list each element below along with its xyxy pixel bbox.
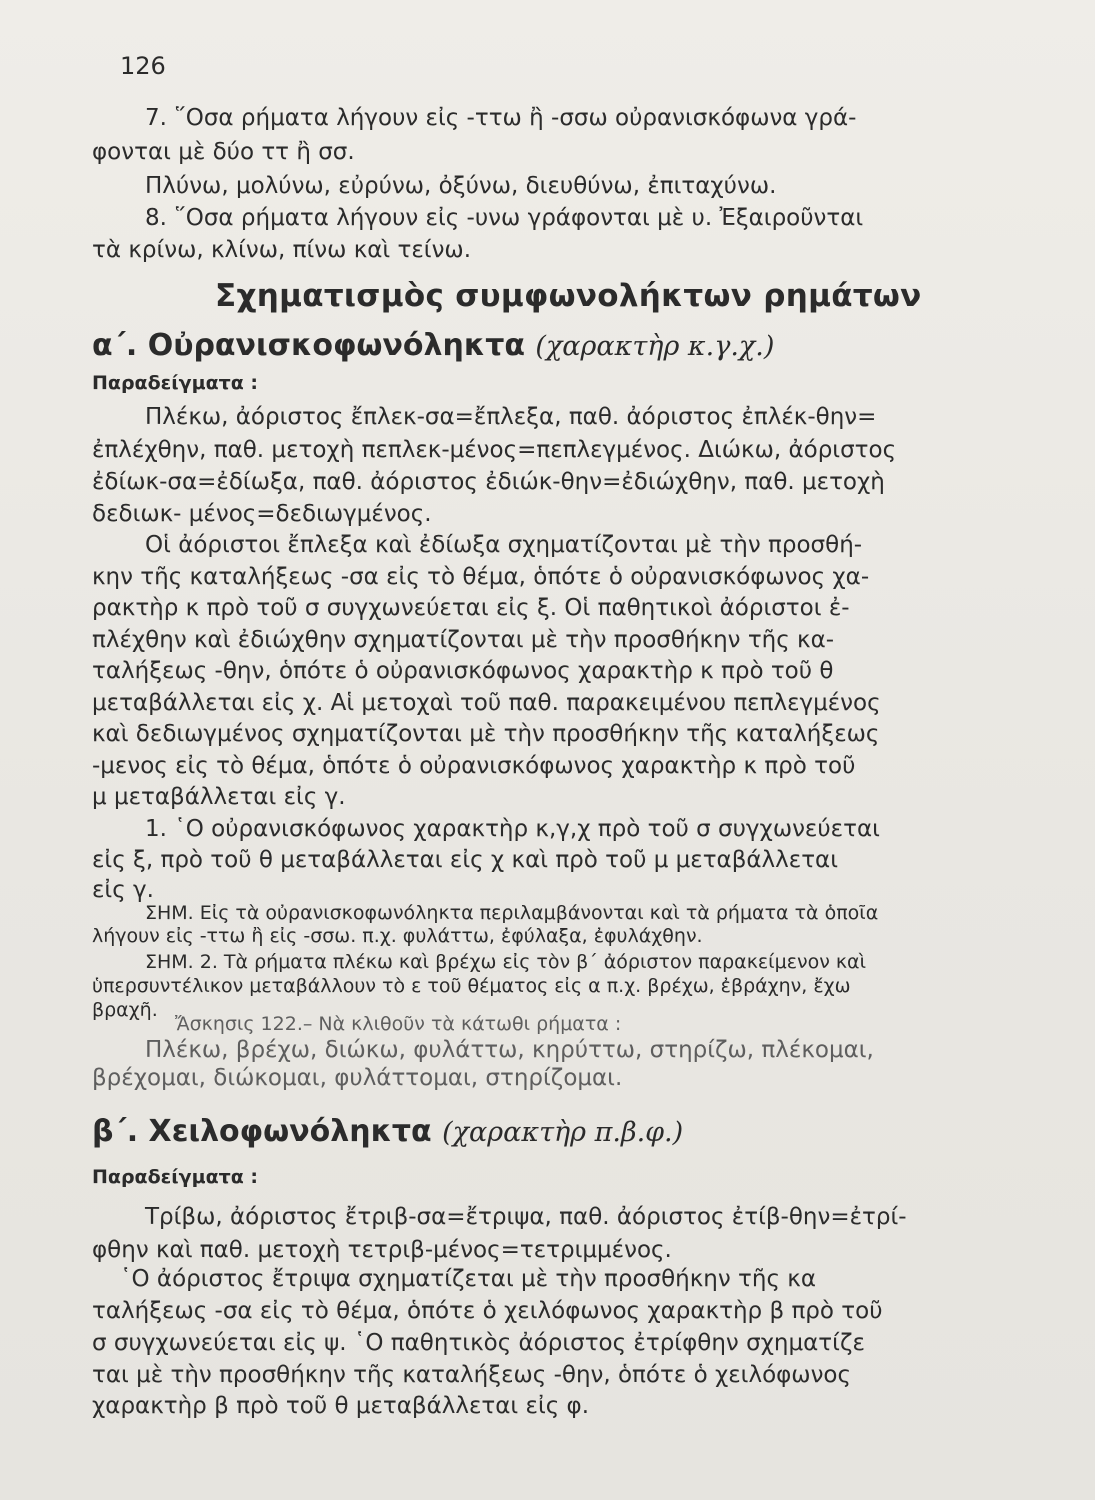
section-b-paragraph-line: ται μὲ τὴν προσθήκην τῆς καταλήξεως -θην, ὁπότε ὁ χειλόφωνος (92, 1362, 851, 1388)
section-a-example-line: δεδιωκ- μένος=δεδιωγμένος. (92, 501, 432, 527)
section-a-example-line: ἐπλέχθην, παθ. μετοχὴ πεπλεκ-μένος=πεπλεγμένος. Διώκω, ἀόριστος (92, 437, 897, 463)
rule-8-line-2: τὰ κρίνω, κλίνω, πίνω καὶ τείνω. (92, 237, 472, 263)
section-b-examples-label: Παραδείγματα : (92, 1166, 259, 1188)
section-b-heading (92, 1114, 683, 1149)
section-b-example-line: Τρίβω, ἀόριστος ἔτριβ-σα=ἔτριψα, παθ. ἀόριστος ἐτίβ-θην=ἐτρί- (145, 1204, 907, 1230)
section-b-paragraph-line: χαρακτὴρ β πρὸ τοῦ θ μεταβάλλεται εἰς φ. (92, 1393, 590, 1419)
note-line: ΣΗΜ. 2. Τὰ ρήματα πλέκω καὶ βρέχω εἰς τὸν β΄ ἀόριστον παρακείμενον καὶ (145, 951, 867, 973)
rule-7-line-1: 7. ῞Οσα ρήματα λήγουν εἰς -ττω ἢ -σσω οὐρανισκόφωνα γρά- (145, 105, 857, 131)
exercise-line: βρέχομαι, διώκομαι, φυλάττομαι, στηρίζομαι. (92, 1065, 623, 1091)
rule-8-line-1: 8. ῞Οσα ρήματα λήγουν εἰς -υνω γράφονται μὲ υ. Ἐξαιροῦνται (145, 205, 864, 231)
page-number: 126 (120, 52, 166, 80)
section-a-heading-text: α΄. Οὐρανισκοφωνόληκτα (92, 328, 525, 363)
section-a-heading-note: (χαρακτὴρ κ.γ.χ.) (535, 331, 775, 362)
section-a-paragraph-line: κην τῆς καταλήξεως -σα εἰς τὸ θέμα, ὁπότε ὁ οὐρανισκόφωνος χα- (92, 564, 870, 590)
section-b-paragraph-line: ῾Ο ἀόριστος ἔτριψα σχηματίζεται μὲ τὴν προσθήκην τῆς κα (120, 1266, 816, 1292)
rule-1-line: εἰς γ. (92, 877, 154, 903)
section-a-paragraph-line: μ μεταβάλλεται εἰς γ. (92, 784, 346, 810)
rule-7-line-2: φονται μὲ δύο ττ ἢ σσ. (92, 139, 355, 165)
section-a-paragraph-line: μεταβάλλεται εἰς χ. Αἱ μετοχαὶ τοῦ παθ. παρακειμένου πεπλεγμένος (92, 690, 881, 716)
section-b-heading-text: β΄. Χειλοφωνόληκτα (92, 1114, 432, 1149)
section-a-examples-label: Παραδείγματα : (92, 372, 259, 394)
note-line: βραχῆ. (92, 999, 158, 1021)
section-a-heading (92, 328, 774, 363)
section-a-example-line: ἐδίωκ-σα=ἐδίωξα, παθ. ἀόριστος ἐδιώκ-θην=ἐδιώχθην, παθ. μετοχὴ (92, 469, 885, 495)
section-b-paragraph-line: ταλήξεως -σα εἰς τὸ θέμα, ὁπότε ὁ χειλόφωνος χαρακτὴρ β πρὸ τοῦ (92, 1298, 883, 1324)
section-a-paragraph-line: ρακτὴρ κ πρὸ τοῦ σ συγχωνεύεται εἰς ξ. Οἱ παθητικοὶ ἀόριστοι ἐ- (92, 595, 850, 621)
section-a-paragraph-line: ταλήξεως -θην, ὁπότε ὁ οὐρανισκόφωνος χαρακτὴρ κ πρὸ τοῦ θ (92, 658, 834, 684)
rule-7-examples: Πλύνω, μολύνω, εὐρύνω, ὀξύνω, διευθύνω, ἐπιταχύνω. (145, 173, 777, 199)
section-a-paragraph-line: πλέχθην καὶ ἐδιώχθην σχηματίζονται μὲ τὴν προσθήκην τῆς κα- (92, 627, 835, 653)
section-title: Σχηματισμὸς συμφωνολήκτων ρημάτων (215, 278, 922, 314)
section-a-paragraph-line: καὶ δεδιωγμένος σχηματίζονται μὲ τὴν προσθήκην τῆς καταλήξεως (92, 721, 880, 747)
section-b-example-line: φθην καὶ παθ. μετοχὴ τετριβ-μένος=τετριμμένος. (92, 1237, 672, 1263)
note-line: ὑπερσυντέλικον μεταβάλλουν τὸ ε τοῦ θέματος εἰς α π.χ. βρέχω, ἐβράχην, ἔχω (92, 975, 851, 997)
section-a-paragraph-line: Οἱ ἀόριστοι ἔπλεξα καὶ ἐδίωξα σχηματίζονται μὲ τὴν προσθή- (145, 532, 863, 558)
section-a-example-line: Πλέκω, ἀόριστος ἔπλεκ-σα=ἔπλεξα, παθ. ἀόριστος ἐπλέκ-θην= (145, 404, 877, 430)
note-line: λήγουν εἰς -ττω ἢ εἰς -σσω. π.χ. φυλάττω, ἐφύλαξα, ἐφυλάχθην. (92, 925, 703, 947)
exercise-heading: Ἄσκησις 122.– Νὰ κλιθοῦν τὰ κάτωθι ρήματα : (175, 1013, 622, 1035)
note-line: ΣΗΜ. Εἰς τὰ οὐρανισκοφωνόληκτα περιλαμβάνονται καὶ τὰ ρήματα τὰ ὁποῖα (145, 902, 879, 924)
section-a-paragraph-line: -μενος εἰς τὸ θέμα, ὁπότε ὁ οὐρανισκόφωνος χαρακτὴρ κ πρὸ τοῦ (92, 753, 856, 779)
section-b-paragraph-line: σ συγχωνεύεται εἰς ψ. ῾Ο παθητικὸς ἀόριστος ἐτρίφθην σχηματίζε (92, 1330, 865, 1356)
rule-1-line: 1. ῾Ο οὐρανισκόφωνος χαρακτὴρ κ,γ,χ πρὸ τοῦ σ συγχωνεύεται (145, 816, 880, 842)
exercise-line: Πλέκω, βρέχω, διώκω, φυλάττω, κηρύττω, στηρίζω, πλέκομαι, (145, 1037, 874, 1063)
rule-1-line: εἰς ξ, πρὸ τοῦ θ μεταβάλλεται εἰς χ καὶ πρὸ τοῦ μ μεταβάλλεται (92, 847, 838, 873)
section-b-heading-note: (χαρακτὴρ π.β.φ.) (442, 1117, 684, 1148)
